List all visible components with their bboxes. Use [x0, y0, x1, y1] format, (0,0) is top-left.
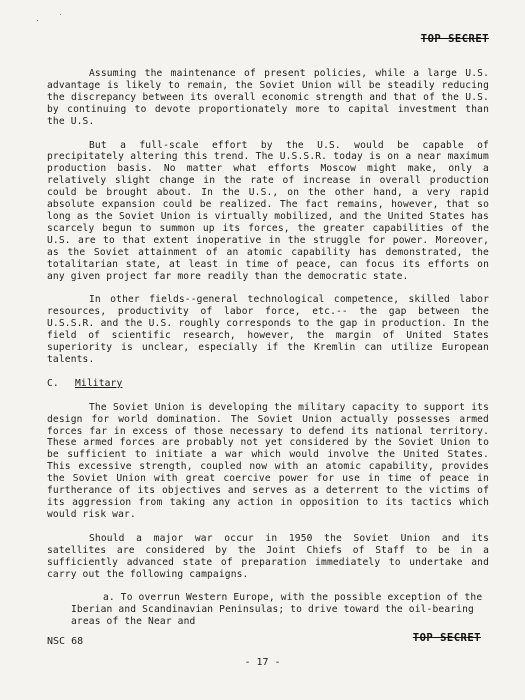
scan-speck [37, 20, 38, 21]
scan-speck [60, 14, 61, 15]
paragraph: Assuming the maintenance of present policies, while a large U.S. advantage is likely to remain, the Soviet Union will be steadily reducing the discrepancy between its overall economic strength and that of the U.S. by continuing to devote proportionately more to capital investment than the U.S. [47, 68, 489, 127]
paragraph: In other fields--general technological competence, skilled labor resources, productivity of labor force, etc.-- the gap between the U.S.S.R. and the U.S. roughly corresponds to the gap in production. In the field of scientific research, however, the margin of United States superiority is unclear, especially if the Kremlin can utilize European talents. [47, 294, 489, 365]
classification-stamp-top: TOP SECRET [420, 33, 489, 45]
page-number: - 17 - [244, 657, 281, 668]
paragraph: But a full-scale effort by the U.S. would be capable of precipitately altering this trend. The U.S.S.R. today is on a near maximum production basis. No matter what efforts Moscow might make, only a relatively slight change in the rate of increase in overall production could be brought about. In the U.S., on the other hand, a very rapid absolute expansion could be realized. The fact remains, however, that so long as the Soviet Union is virtually mobilized, and the United States has scarcely begun to summon up its forces, the greater capabilities of the U.S. are to that extent inoperative in the struggle for power. Moreover, as the Soviet attainment of an atomic capability has demonstrated, the totalitarian state, at least in time of peace, can focus its efforts on any given project far more readily than the democratic state. [47, 139, 489, 282]
paragraph: Should a major war occur in 1950 the Soviet Union and its satellites are considered by the Joint Chiefs of Staff to be in a sufficiently advanced state of preparation immediately to undertake and carry out the following campaigns. [47, 532, 489, 580]
list-item-a: a. To overrun Western Europe, with the possible exception of the Iberian and Scandinavian Peninsulas; to drive toward the oil-bearing areas of the Near and [71, 592, 483, 628]
document-body [47, 68, 489, 628]
section-label: C. [47, 377, 59, 389]
classification-stamp-bottom: TOP SECRET [412, 632, 481, 644]
document-number: NSC 68 [47, 636, 84, 647]
section-heading [47, 378, 489, 390]
paragraph: The Soviet Union is developing the military capacity to support its design for world domination. The Soviet Union actually possesses armed forces far in excess of those necessary to defend its national territory. These armed forces are probably not yet considered by the Soviet Union to be sufficient to initiate a war which would involve the United States. This excessive strength, coupled now with an atomic capability, provides the Soviet Union with great coercive power for use in time of peace in furtherance of its objectives and serves as a deterrent to the victims of its aggression from taking any action in opposition to its tactics which would risk war. [47, 401, 489, 520]
section-title: Military [75, 377, 123, 389]
